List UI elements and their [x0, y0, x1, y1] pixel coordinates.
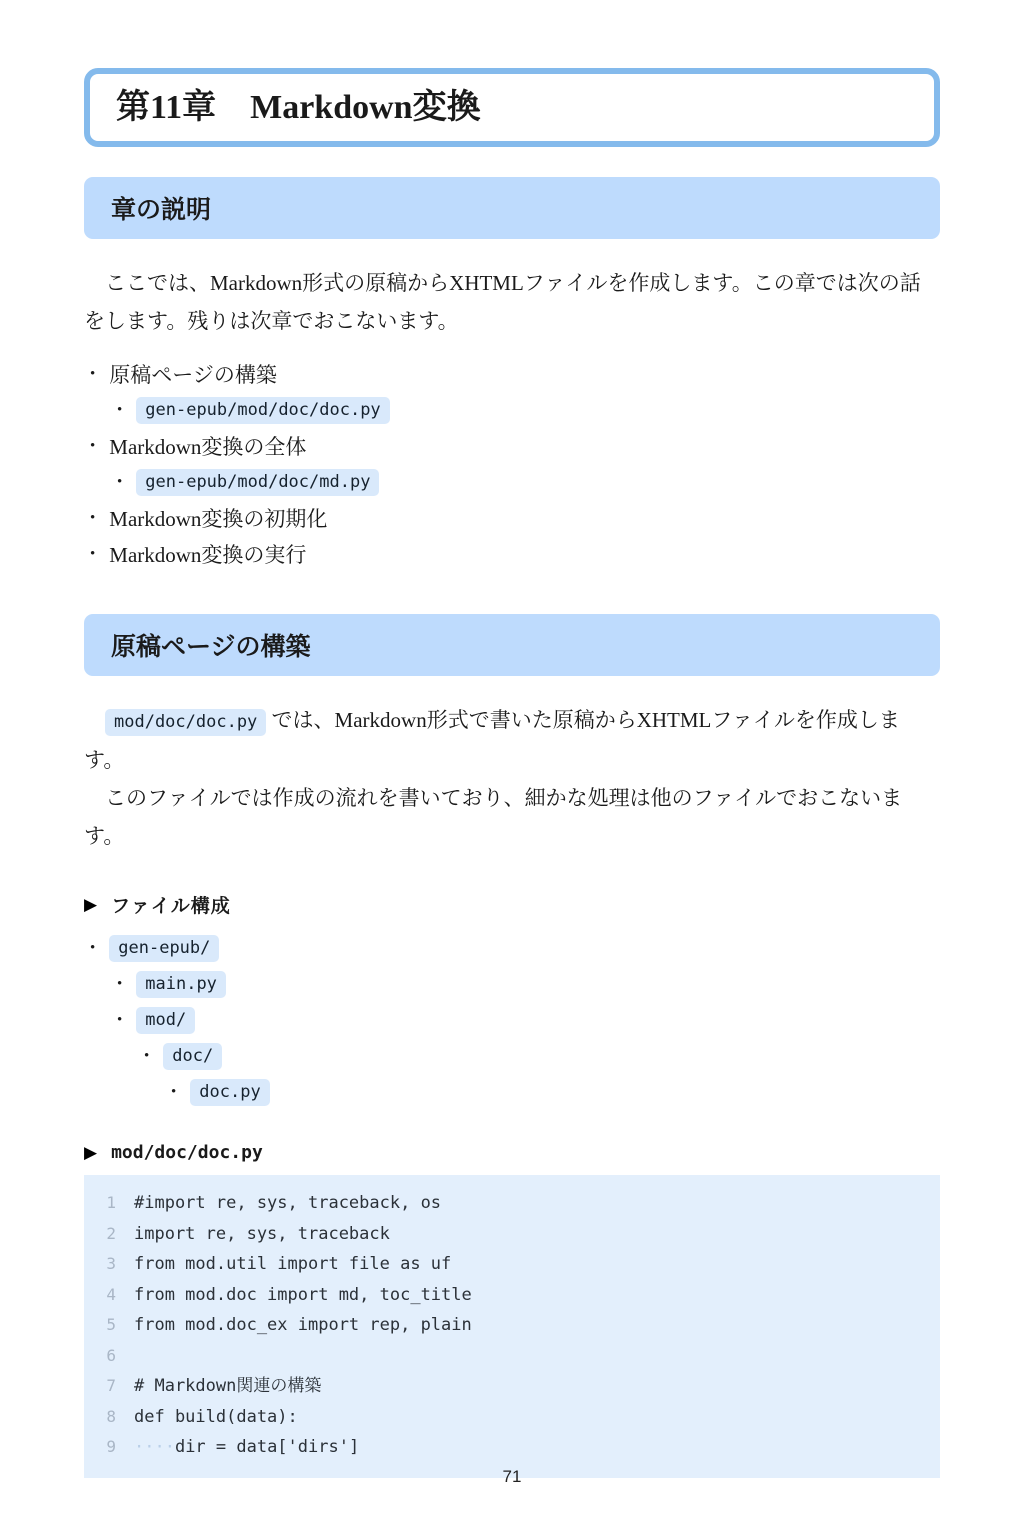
line-number: 6: [106, 1345, 116, 1365]
file-item: [84, 930, 940, 966]
bullet-icon: •: [90, 939, 96, 956]
list-item: [84, 464, 940, 500]
code-line: [84, 1310, 940, 1341]
whitespace-dots: ····: [134, 1437, 175, 1458]
bullet-icon: •: [117, 401, 123, 418]
triangle-marker-icon: ▶: [84, 1143, 98, 1163]
list-item: [84, 392, 940, 428]
line-number: 7: [106, 1376, 116, 1396]
file-item: [84, 1074, 940, 1110]
code-line: [84, 1402, 940, 1433]
file-structure-heading: [84, 891, 940, 918]
overview-list: [84, 356, 940, 572]
file-item: [84, 1038, 940, 1074]
inline-code: mod/doc/doc.py: [105, 709, 266, 736]
file-item: [84, 966, 940, 1002]
section-header-build: 原稿ページの構築: [84, 614, 940, 676]
code-line: [84, 1371, 940, 1402]
bullet-icon: •: [117, 473, 123, 490]
page-number: 71: [502, 1467, 522, 1486]
bullet-icon: •: [90, 365, 96, 382]
file-item: [84, 1002, 940, 1038]
line-number: 4: [106, 1284, 116, 1304]
code-text: from mod.doc import md, toc_title: [134, 1284, 472, 1305]
file-name: mod/: [136, 1007, 195, 1034]
code-line: [84, 1432, 940, 1463]
code-line: [84, 1280, 940, 1311]
build-paragraph-2: このファイルでは作成の流れを書いており、細かな処理は他のファイルでおこないます。: [84, 786, 903, 849]
line-number: 9: [106, 1437, 116, 1457]
inline-code: gen-epub/mod/doc/doc.py: [136, 397, 389, 424]
list-item: [84, 500, 940, 536]
code-line: [84, 1188, 940, 1219]
list-item-label: 原稿ページの構築: [109, 363, 277, 388]
paragraph-text: では、Markdown形式で書いた原稿からXHTMLファイルを作成します。: [84, 708, 900, 773]
code-file-heading: [84, 1142, 940, 1163]
file-name: gen-epub/: [109, 935, 219, 962]
bullet-icon: •: [90, 437, 96, 454]
chapter-title: 第11章 Markdown変換: [116, 89, 481, 126]
intro-paragraph: ここでは、Markdown形式の原稿からXHTMLファイルを作成します。この章では次の話をします。残りは次章でおこないます。: [84, 271, 921, 334]
code-line: [84, 1341, 940, 1372]
bullet-icon: •: [117, 975, 123, 992]
list-item-label: Markdown変換の実行: [109, 543, 307, 568]
code-text: def build(data):: [134, 1406, 298, 1427]
code-block: [84, 1175, 940, 1478]
code-text: dir = data['dirs']: [174, 1437, 360, 1458]
document-page: [0, 68, 1024, 1478]
code-text: import re, sys, traceback: [134, 1223, 390, 1244]
code-text: # Markdown関連の構築: [134, 1376, 322, 1397]
section-header-overview: 章の説明: [84, 177, 940, 239]
code-line: [84, 1249, 940, 1280]
line-number: 2: [106, 1223, 116, 1243]
code-line: [84, 1219, 940, 1250]
code-text: from mod.doc_ex import rep, plain: [134, 1315, 472, 1336]
file-name: doc/: [163, 1043, 222, 1070]
line-number: 8: [106, 1406, 116, 1426]
list-item: [84, 428, 940, 464]
code-file-name: mod/doc/doc.py: [111, 1142, 263, 1164]
bullet-icon: •: [117, 1011, 123, 1028]
file-name: doc.py: [190, 1079, 269, 1106]
subheading-label: ファイル構成: [111, 896, 231, 918]
list-item: [84, 356, 940, 392]
build-paragraph-1: [84, 701, 940, 779]
bullet-icon: •: [90, 509, 96, 526]
list-item: [84, 536, 940, 572]
line-number: 1: [106, 1193, 116, 1213]
triangle-marker-icon: ▶: [84, 895, 98, 915]
line-number: 3: [106, 1254, 116, 1274]
bullet-icon: •: [90, 545, 96, 562]
list-item-label: Markdown変換の初期化: [109, 507, 328, 532]
file-structure-list: [84, 930, 940, 1110]
code-text: from mod.util import file as uf: [134, 1254, 452, 1275]
code-text: #import re, sys, traceback, os: [134, 1193, 442, 1214]
file-name: main.py: [136, 971, 226, 998]
line-number: 5: [106, 1315, 116, 1335]
bullet-icon: •: [171, 1083, 177, 1100]
inline-code: gen-epub/mod/doc/md.py: [136, 469, 379, 496]
list-item-label: Markdown変換の全体: [109, 435, 307, 460]
chapter-title-box: [84, 68, 940, 147]
bullet-icon: •: [144, 1047, 150, 1064]
